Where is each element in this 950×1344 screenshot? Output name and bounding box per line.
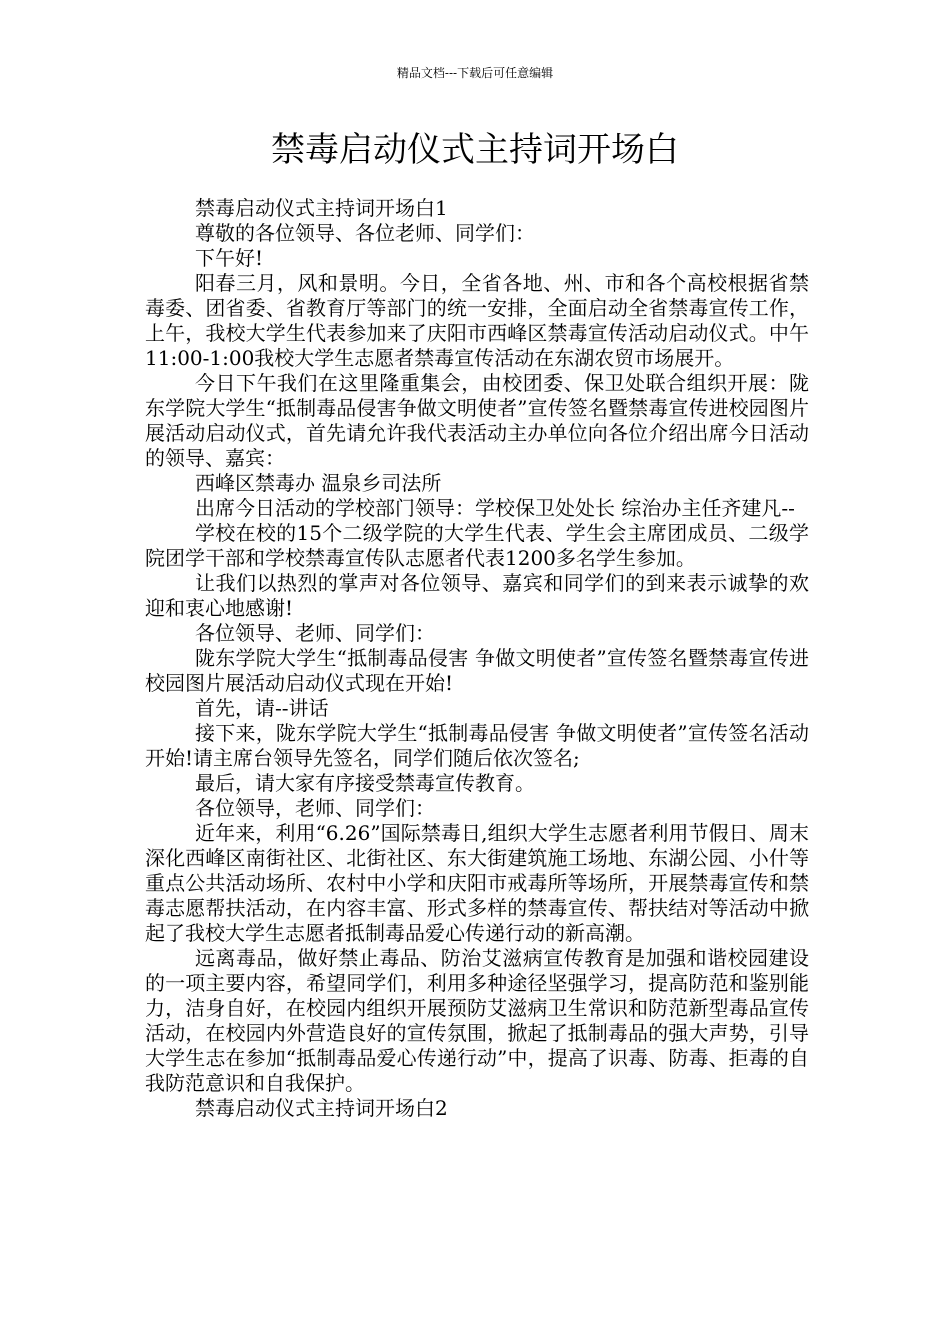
- body-paragraph: 学校在校的15个二级学院的大学生代表、学生会主席团成员、二级学院团学干部和学校禁毒宣传队志愿者代表1200多名学生参加。: [145, 521, 809, 570]
- body-paragraph: 接下来，陇东学院大学生“抵制毒品侵害 争做文明使者”宣传签名活动开始!请主席台领导先签名，同学们随后依次签名;: [145, 721, 809, 770]
- greeting-paragraph: 尊敬的各位领导、各位老师、同学们：: [195, 221, 535, 245]
- greeting-paragraph: 下午好!: [195, 246, 264, 270]
- greeting-paragraph: 各位领导，老师、同学们：: [195, 796, 435, 820]
- body-paragraph: 让我们以热烈的掌声对各位领导、嘉宾和同学们的到来表示诚挚的欢迎和衷心地感谢!: [145, 571, 809, 620]
- body-paragraph: 最后，请大家有序接受禁毒宣传教育。: [195, 771, 535, 795]
- body-paragraph: 今日下午我们在这里隆重集会，由校团委、保卫处联合组织开展：陇东学院大学生“抵制毒品侵害争做文明使者”宣传签名暨禁毒宣传进校园图片展活动启动仪式，首先请允许我代表活动主办单位向各位介绍出席今日活动的领导、嘉宾：: [145, 371, 809, 470]
- body-paragraph: 首先，请--讲话: [195, 696, 329, 720]
- body-paragraph: 近年来，利用“6.26”国际禁毒日,组织大学生志愿者利用节假日、周末深化西峰区南街社区、北街社区、东大街建筑施工场地、东湖公园、小什等重点公共活动场所、农村中小学和庆阳市戒毒所等场所，开展禁毒宣传和禁毒志愿帮扶活动，在内容丰富、形式多样的禁毒宣传、帮扶结对等活动中掀起了我校大学生志愿者抵制毒品爱心传递行动的新高潮。: [145, 821, 809, 945]
- document-title: 禁毒启动仪式主持词开场白: [271, 130, 679, 170]
- greeting-paragraph: 各位领导、老师、同学们：: [195, 621, 435, 645]
- subtitle-paragraph: 禁毒启动仪式主持词开场白1: [195, 196, 448, 220]
- body-paragraph: 远离毒品，做好禁止毒品、防治艾滋病宣传教育是加强和谐校园建设的一项主要内容，希望同学们，利用多种途径坚强学习，提高防范和鉴别能力，洁身自好，在校园内组织开展预防艾滋病卫生常识和防范新型毒品宣传活动，在校园内外营造良好的宣传氛围，掀起了抵制毒品的强大声势，引导大学生志在参加“抵制毒品爱心传递行动”中，提高了识毒、防毒、拒毒的自我防范意识和自我保护。: [145, 946, 809, 1095]
- body-paragraph: 阳春三月，风和景明。今日，全省各地、州、市和各个高校根据省禁毒委、团省委、省教育厅等部门的统一安排，全面启动全省禁毒宣传工作，上午，我校大学生代表参加来了庆阳市西峰区禁毒宣传活动启动仪式。中午11:00-1:00我校大学生志愿者禁毒宣传活动在东湖农贸市场展开。: [145, 271, 809, 370]
- page-header-note: 精品文档---下载后可任意编辑: [396, 66, 554, 80]
- subtitle-paragraph: 禁毒启动仪式主持词开场白2: [195, 1096, 448, 1120]
- body-paragraph: 西峰区禁毒办 温泉乡司法所: [195, 471, 442, 495]
- body-paragraph: 出席今日活动的学校部门领导：学校保卫处处长 综治办主任齐建凡--: [195, 496, 795, 520]
- document-body: [145, 196, 809, 1121]
- body-paragraph: 陇东学院大学生“抵制毒品侵害 争做文明使者”宣传签名暨禁毒宣传进校园图片展活动启动仪式现在开始!: [145, 646, 809, 695]
